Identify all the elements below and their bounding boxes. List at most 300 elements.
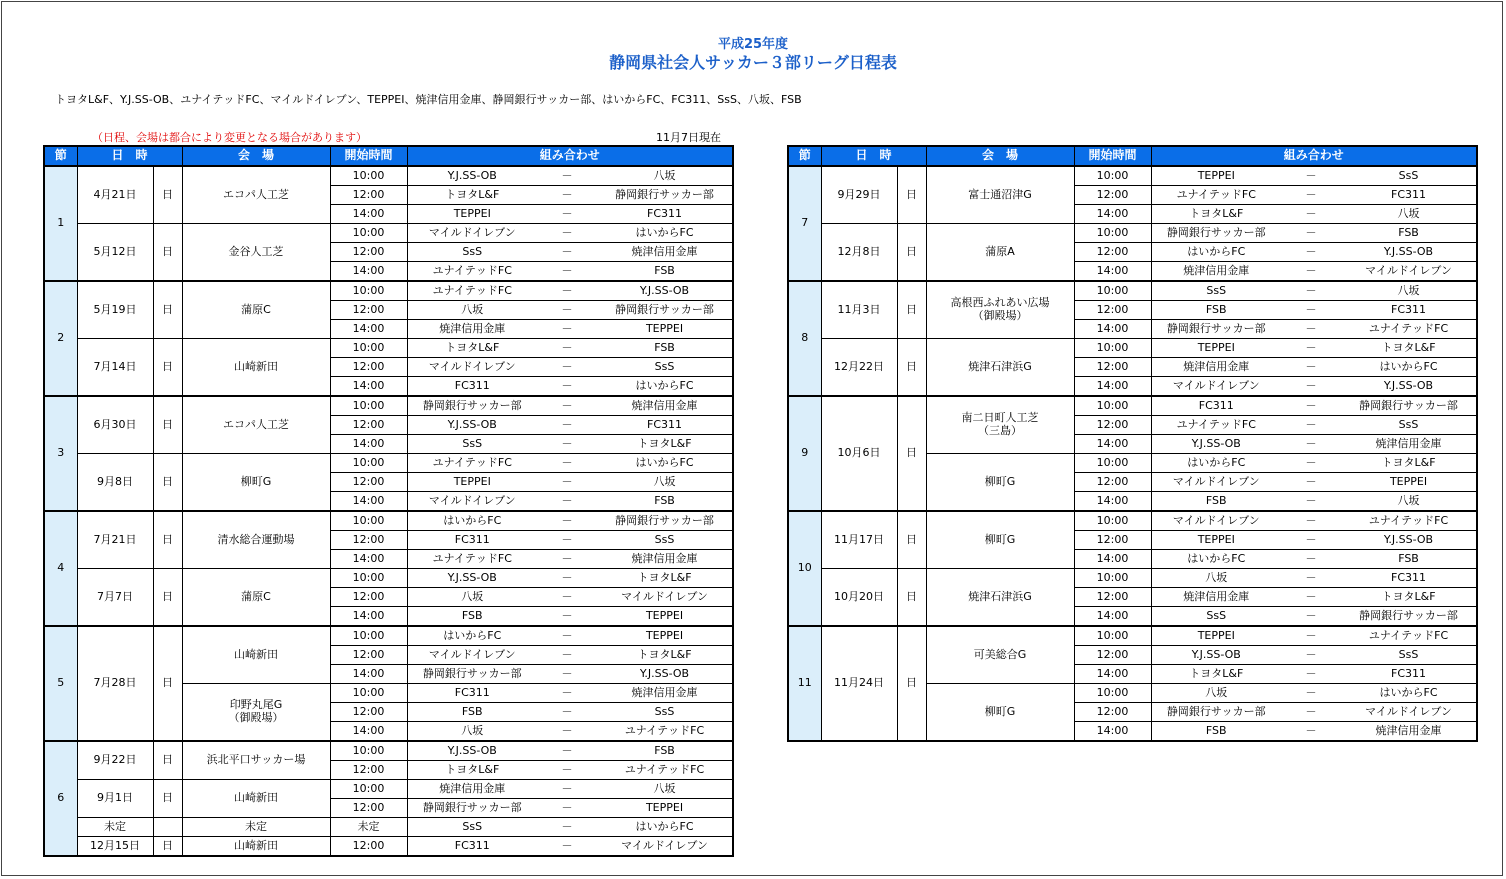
schedule-table-right (787, 145, 1478, 742)
match-date: 10月6日 (821, 396, 897, 511)
venue (926, 684, 1074, 742)
kickoff-time: 12:00 (1074, 416, 1151, 435)
kickoff-time: 10:00 (330, 684, 407, 703)
home-team: 八坂 (1151, 569, 1281, 588)
kickoff-time: 10:00 (330, 224, 407, 243)
kickoff-time: 14:00 (330, 607, 407, 627)
kickoff-time: 14:00 (330, 435, 407, 454)
home-team: FC311 (407, 531, 537, 550)
kickoff-time: 14:00 (330, 377, 407, 397)
venue-name: 浜北平口サッカー場 (206, 753, 306, 767)
away-team: トヨタL&F (597, 435, 733, 454)
kickoff-time: 14:00 (1074, 607, 1151, 627)
versus-dash: － (1281, 396, 1341, 416)
venue-name: 清水総合運動場 (217, 532, 295, 546)
section-group (788, 511, 1477, 626)
kickoff-time: 10:00 (330, 780, 407, 799)
versus-dash: － (1281, 435, 1341, 454)
venue (926, 511, 1074, 569)
section-number: 10 (788, 511, 821, 626)
match-date: 12月8日 (821, 224, 897, 282)
match-row (44, 224, 733, 243)
versus-dash: － (537, 281, 597, 301)
venue (182, 166, 330, 224)
versus-dash: － (537, 626, 597, 646)
section-number: 4 (44, 511, 77, 626)
away-team: 八坂 (1341, 281, 1477, 301)
versus-dash: － (537, 531, 597, 550)
versus-dash: － (537, 454, 597, 473)
home-team: TEPPEI (1151, 339, 1281, 358)
versus-dash: － (1281, 166, 1341, 186)
match-date: 5月19日 (77, 281, 153, 339)
away-team: トヨタL&F (1341, 339, 1477, 358)
header-matchups: 組み合わせ (1151, 146, 1477, 166)
section-number: 9 (788, 396, 821, 511)
home-team: マイルドイレブン (407, 492, 537, 512)
match-row (44, 626, 733, 646)
versus-dash: － (1281, 377, 1341, 397)
kickoff-time: 10:00 (1074, 224, 1151, 243)
home-team: トヨタL&F (1151, 205, 1281, 224)
away-team: FSB (1341, 550, 1477, 569)
section-number: 2 (44, 281, 77, 396)
match-row (44, 818, 733, 837)
away-team: はいからFC (597, 454, 733, 473)
match-weekday: 日 (153, 511, 182, 569)
away-team: マイルドイレブン (1341, 262, 1477, 282)
venue-name: 焼津石津浜G (968, 359, 1032, 373)
section-number: 11 (788, 626, 821, 741)
versus-dash: － (537, 780, 597, 799)
kickoff-time: 12:00 (330, 799, 407, 818)
away-team: トヨタL&F (1341, 454, 1477, 473)
versus-dash: － (537, 837, 597, 857)
match-date: 5月12日 (77, 224, 153, 282)
kickoff-time: 10:00 (330, 339, 407, 358)
home-team: トヨタL&F (407, 761, 537, 780)
match-date: 11月17日 (821, 511, 897, 569)
away-team: 静岡銀行サッカー部 (1341, 607, 1477, 627)
kickoff-time: 14:00 (1074, 550, 1151, 569)
home-team: 八坂 (1151, 684, 1281, 703)
match-weekday: 日 (153, 454, 182, 512)
kickoff-time: 14:00 (330, 550, 407, 569)
home-team: はいからFC (1151, 454, 1281, 473)
away-team: 八坂 (597, 166, 733, 186)
home-team: 静岡銀行サッカー部 (1151, 320, 1281, 339)
match-weekday: 日 (897, 281, 926, 339)
kickoff-time: 12:00 (330, 588, 407, 607)
versus-dash: － (1281, 339, 1341, 358)
away-team: 焼津信用金庫 (597, 550, 733, 569)
kickoff-time: 10:00 (330, 281, 407, 301)
venue-name: 金谷人工芝 (228, 244, 284, 258)
match-row (44, 166, 733, 186)
venue-name: 柳町G (984, 474, 1016, 488)
kickoff-time: 12:00 (330, 646, 407, 665)
versus-dash: － (1281, 626, 1341, 646)
section-number: 6 (44, 741, 77, 856)
kickoff-time: 12:00 (330, 243, 407, 262)
match-date: 7月14日 (77, 339, 153, 397)
section-number: 8 (788, 281, 821, 396)
home-team: FC311 (407, 684, 537, 703)
home-team: トヨタL&F (407, 186, 537, 205)
match-row (788, 626, 1477, 646)
home-team: はいからFC (1151, 243, 1281, 262)
venue (182, 780, 330, 818)
match-date: 未定 (77, 818, 153, 837)
home-team: はいからFC (1151, 550, 1281, 569)
versus-dash: － (1281, 243, 1341, 262)
home-team: 静岡銀行サッカー部 (407, 665, 537, 684)
away-team: はいからFC (1341, 358, 1477, 377)
versus-dash: － (537, 320, 597, 339)
home-team: FSB (1151, 722, 1281, 742)
away-team: Y.J.SS-OB (1341, 531, 1477, 550)
venue-location: （御殿場） (972, 309, 1028, 322)
versus-dash: － (1281, 665, 1341, 684)
versus-dash: － (1281, 473, 1341, 492)
match-row (44, 741, 733, 761)
match-weekday: 日 (897, 569, 926, 627)
kickoff-time: 14:00 (1074, 665, 1151, 684)
section-group (788, 626, 1477, 741)
versus-dash: － (1281, 684, 1341, 703)
match-weekday: 日 (897, 396, 926, 511)
versus-dash: － (1281, 224, 1341, 243)
home-team: 焼津信用金庫 (1151, 262, 1281, 282)
venue-name: 蒲原A (985, 244, 1015, 258)
venue-name: 焼津石津浜G (968, 589, 1032, 603)
home-team: SsS (407, 243, 537, 262)
match-row (788, 396, 1477, 416)
home-team: はいからFC (407, 511, 537, 531)
away-team: 焼津信用金庫 (597, 396, 733, 416)
versus-dash: － (537, 684, 597, 703)
home-team: 八坂 (407, 588, 537, 607)
match-date: 7月21日 (77, 511, 153, 569)
match-date: 12月15日 (77, 837, 153, 857)
kickoff-time: 14:00 (1074, 377, 1151, 397)
section-group (788, 396, 1477, 511)
match-weekday: 日 (153, 780, 182, 818)
venue-name: 山崎新田 (234, 647, 279, 661)
kickoff-time: 14:00 (1074, 262, 1151, 282)
venue (182, 569, 330, 627)
versus-dash: － (1281, 646, 1341, 665)
venue-name: 山崎新田 (234, 359, 279, 373)
away-team: Y.J.SS-OB (597, 665, 733, 684)
venue-name: エコパ人工芝 (223, 417, 290, 431)
kickoff-time: 12:00 (1074, 301, 1151, 320)
away-team: FSB (597, 262, 733, 282)
away-team: TEPPEI (597, 626, 733, 646)
home-team: FSB (407, 703, 537, 722)
venue (926, 166, 1074, 224)
versus-dash: － (537, 473, 597, 492)
away-team: SsS (1341, 166, 1477, 186)
kickoff-time: 14:00 (330, 722, 407, 742)
match-row (44, 281, 733, 301)
away-team: ユナイテッドFC (597, 761, 733, 780)
as-of-date: 11月7日現在 (656, 131, 721, 144)
match-date: 9月8日 (77, 454, 153, 512)
match-row (44, 837, 733, 857)
venue (182, 626, 330, 684)
venue (926, 454, 1074, 512)
match-weekday: 日 (153, 166, 182, 224)
kickoff-time: 12:00 (330, 531, 407, 550)
match-row (44, 511, 733, 531)
away-team: マイルドイレブン (1341, 703, 1477, 722)
away-team: SsS (597, 358, 733, 377)
away-team: SsS (597, 703, 733, 722)
match-row (788, 511, 1477, 531)
kickoff-time: 未定 (330, 818, 407, 837)
home-team: 静岡銀行サッカー部 (407, 799, 537, 818)
venue (182, 837, 330, 857)
away-team: FC311 (597, 416, 733, 435)
versus-dash: － (537, 339, 597, 358)
venue-name: 可美総合G (973, 647, 1027, 661)
away-team: FC311 (1341, 186, 1477, 205)
kickoff-time: 14:00 (1074, 205, 1151, 224)
match-weekday: 日 (897, 339, 926, 397)
match-date: 7月28日 (77, 626, 153, 741)
away-team: 焼津信用金庫 (1341, 722, 1477, 742)
kickoff-time: 10:00 (1074, 626, 1151, 646)
header-section: 節 (788, 146, 821, 166)
away-team: ユナイテッドFC (597, 722, 733, 742)
home-team: マイルドイレブン (1151, 511, 1281, 531)
match-date: 7月7日 (77, 569, 153, 627)
kickoff-time: 12:00 (1074, 588, 1151, 607)
versus-dash: － (537, 243, 597, 262)
kickoff-time: 14:00 (1074, 492, 1151, 512)
home-team: FSB (1151, 492, 1281, 512)
match-row (44, 339, 733, 358)
section-group (44, 396, 733, 511)
home-team: FSB (1151, 301, 1281, 320)
away-team: はいからFC (597, 818, 733, 837)
match-weekday: 日 (897, 511, 926, 569)
versus-dash: － (537, 722, 597, 742)
match-weekday: 日 (153, 837, 182, 857)
kickoff-time: 10:00 (1074, 684, 1151, 703)
kickoff-time: 10:00 (330, 454, 407, 473)
versus-dash: － (1281, 588, 1341, 607)
venue-name: 柳町G (984, 532, 1016, 546)
match-weekday: 日 (153, 626, 182, 741)
header-matchups: 組み合わせ (407, 146, 733, 166)
away-team: 八坂 (597, 473, 733, 492)
home-team: TEPPEI (407, 473, 537, 492)
versus-dash: － (1281, 492, 1341, 512)
home-team: FSB (407, 607, 537, 627)
match-date: 6月30日 (77, 396, 153, 454)
header-datetime: 日 時 (821, 146, 926, 166)
away-team: はいからFC (1341, 684, 1477, 703)
versus-dash: － (537, 416, 597, 435)
kickoff-time: 12:00 (1074, 646, 1151, 665)
versus-dash: － (537, 646, 597, 665)
away-team: 焼津信用金庫 (597, 684, 733, 703)
match-row (44, 454, 733, 473)
section-group (44, 741, 733, 856)
home-team: 焼津信用金庫 (407, 780, 537, 799)
home-team: Y.J.SS-OB (407, 569, 537, 588)
match-weekday: 日 (897, 626, 926, 741)
away-team: TEPPEI (1341, 473, 1477, 492)
versus-dash: － (537, 205, 597, 224)
venue-location: （三島） (978, 424, 1023, 437)
home-team: ユナイテッドFC (1151, 186, 1281, 205)
match-row (788, 569, 1477, 588)
away-team: 八坂 (1341, 205, 1477, 224)
kickoff-time: 12:00 (1074, 531, 1151, 550)
venue (926, 569, 1074, 627)
away-team: トヨタL&F (597, 569, 733, 588)
page-title: 静岡県社会人サッカー３部リーグ日程表 (609, 53, 897, 72)
versus-dash: － (537, 588, 597, 607)
away-team: ユナイテッドFC (1341, 511, 1477, 531)
venue-name: 高根西ふれあい広場 (950, 296, 1050, 310)
venue (182, 741, 330, 780)
away-team: SsS (1341, 646, 1477, 665)
kickoff-time: 10:00 (1074, 454, 1151, 473)
venue-location: （御殿場） (228, 711, 284, 724)
section-group (44, 166, 733, 281)
match-weekday (153, 818, 182, 837)
section-number: 3 (44, 396, 77, 511)
versus-dash: － (1281, 569, 1341, 588)
venue (182, 281, 330, 339)
venue-name: 富士通沼津G (968, 187, 1032, 201)
match-row (44, 396, 733, 416)
versus-dash: － (1281, 703, 1341, 722)
versus-dash: － (1281, 262, 1341, 282)
home-team: 静岡銀行サッカー部 (407, 396, 537, 416)
home-team: トヨタL&F (407, 339, 537, 358)
versus-dash: － (537, 435, 597, 454)
versus-dash: － (1281, 320, 1341, 339)
home-team: TEPPEI (1151, 626, 1281, 646)
away-team: 八坂 (597, 780, 733, 799)
away-team: Y.J.SS-OB (597, 281, 733, 301)
match-row (788, 339, 1477, 358)
home-team: ユナイテッドFC (407, 281, 537, 301)
versus-dash: － (1281, 301, 1341, 320)
match-row (788, 224, 1477, 243)
away-team: はいからFC (597, 377, 733, 397)
versus-dash: － (537, 550, 597, 569)
kickoff-time: 14:00 (1074, 435, 1151, 454)
home-team: ユナイテッドFC (1151, 416, 1281, 435)
kickoff-time: 12:00 (330, 473, 407, 492)
header-venue: 会 場 (926, 146, 1074, 166)
venue-name: 山崎新田 (234, 838, 279, 852)
versus-dash: － (537, 607, 597, 627)
match-date: 11月3日 (821, 281, 897, 339)
venue (182, 454, 330, 512)
versus-dash: － (537, 665, 597, 684)
versus-dash: － (537, 358, 597, 377)
versus-dash: － (537, 799, 597, 818)
versus-dash: － (1281, 607, 1341, 627)
kickoff-time: 14:00 (330, 320, 407, 339)
versus-dash: － (1281, 454, 1341, 473)
match-date: 9月22日 (77, 741, 153, 780)
header-venue: 会 場 (182, 146, 330, 166)
match-row (44, 780, 733, 799)
title-year: 平成25年度 (717, 37, 789, 52)
versus-dash: － (537, 511, 597, 531)
match-date: 10月20日 (821, 569, 897, 627)
venue (182, 684, 330, 742)
kickoff-time: 12:00 (1074, 703, 1151, 722)
kickoff-time: 10:00 (330, 569, 407, 588)
home-team: 焼津信用金庫 (1151, 358, 1281, 377)
kickoff-time: 14:00 (330, 205, 407, 224)
versus-dash: － (537, 166, 597, 186)
home-team: FC311 (407, 837, 537, 857)
away-team: FSB (597, 741, 733, 761)
header-start-time: 開始時間 (330, 146, 407, 166)
kickoff-time: 14:00 (1074, 722, 1151, 742)
venue (926, 224, 1074, 282)
section-group (44, 511, 733, 626)
home-team: SsS (407, 818, 537, 837)
match-weekday: 日 (153, 569, 182, 627)
venue (182, 818, 330, 837)
versus-dash: － (537, 492, 597, 512)
home-team: マイルドイレブン (1151, 473, 1281, 492)
match-date: 12月22日 (821, 339, 897, 397)
versus-dash: － (1281, 531, 1341, 550)
match-weekday: 日 (153, 339, 182, 397)
away-team: 静岡銀行サッカー部 (597, 186, 733, 205)
versus-dash: － (1281, 186, 1341, 205)
home-team: Y.J.SS-OB (1151, 435, 1281, 454)
away-team: TEPPEI (597, 799, 733, 818)
section-number: 1 (44, 166, 77, 281)
kickoff-time: 12:00 (330, 301, 407, 320)
match-weekday: 日 (153, 396, 182, 454)
versus-dash: － (1281, 550, 1341, 569)
venue-name: エコパ人工芝 (223, 187, 290, 201)
kickoff-time: 14:00 (1074, 320, 1151, 339)
venue-name: 未定 (245, 819, 268, 833)
kickoff-time: 12:00 (330, 186, 407, 205)
away-team: Y.J.SS-OB (1341, 243, 1477, 262)
versus-dash: － (537, 301, 597, 320)
away-team: マイルドイレブン (597, 837, 733, 857)
kickoff-time: 12:00 (1074, 358, 1151, 377)
header-datetime: 日 時 (77, 146, 182, 166)
venue-name: 柳町G (240, 474, 272, 488)
away-team: トヨタL&F (1341, 588, 1477, 607)
kickoff-time: 14:00 (330, 665, 407, 684)
home-team: ユナイテッドFC (407, 550, 537, 569)
versus-dash: － (1281, 358, 1341, 377)
away-team: FC311 (1341, 665, 1477, 684)
away-team: 八坂 (1341, 492, 1477, 512)
home-team: FC311 (407, 377, 537, 397)
away-team: FC311 (597, 205, 733, 224)
home-team: トヨタL&F (1151, 665, 1281, 684)
